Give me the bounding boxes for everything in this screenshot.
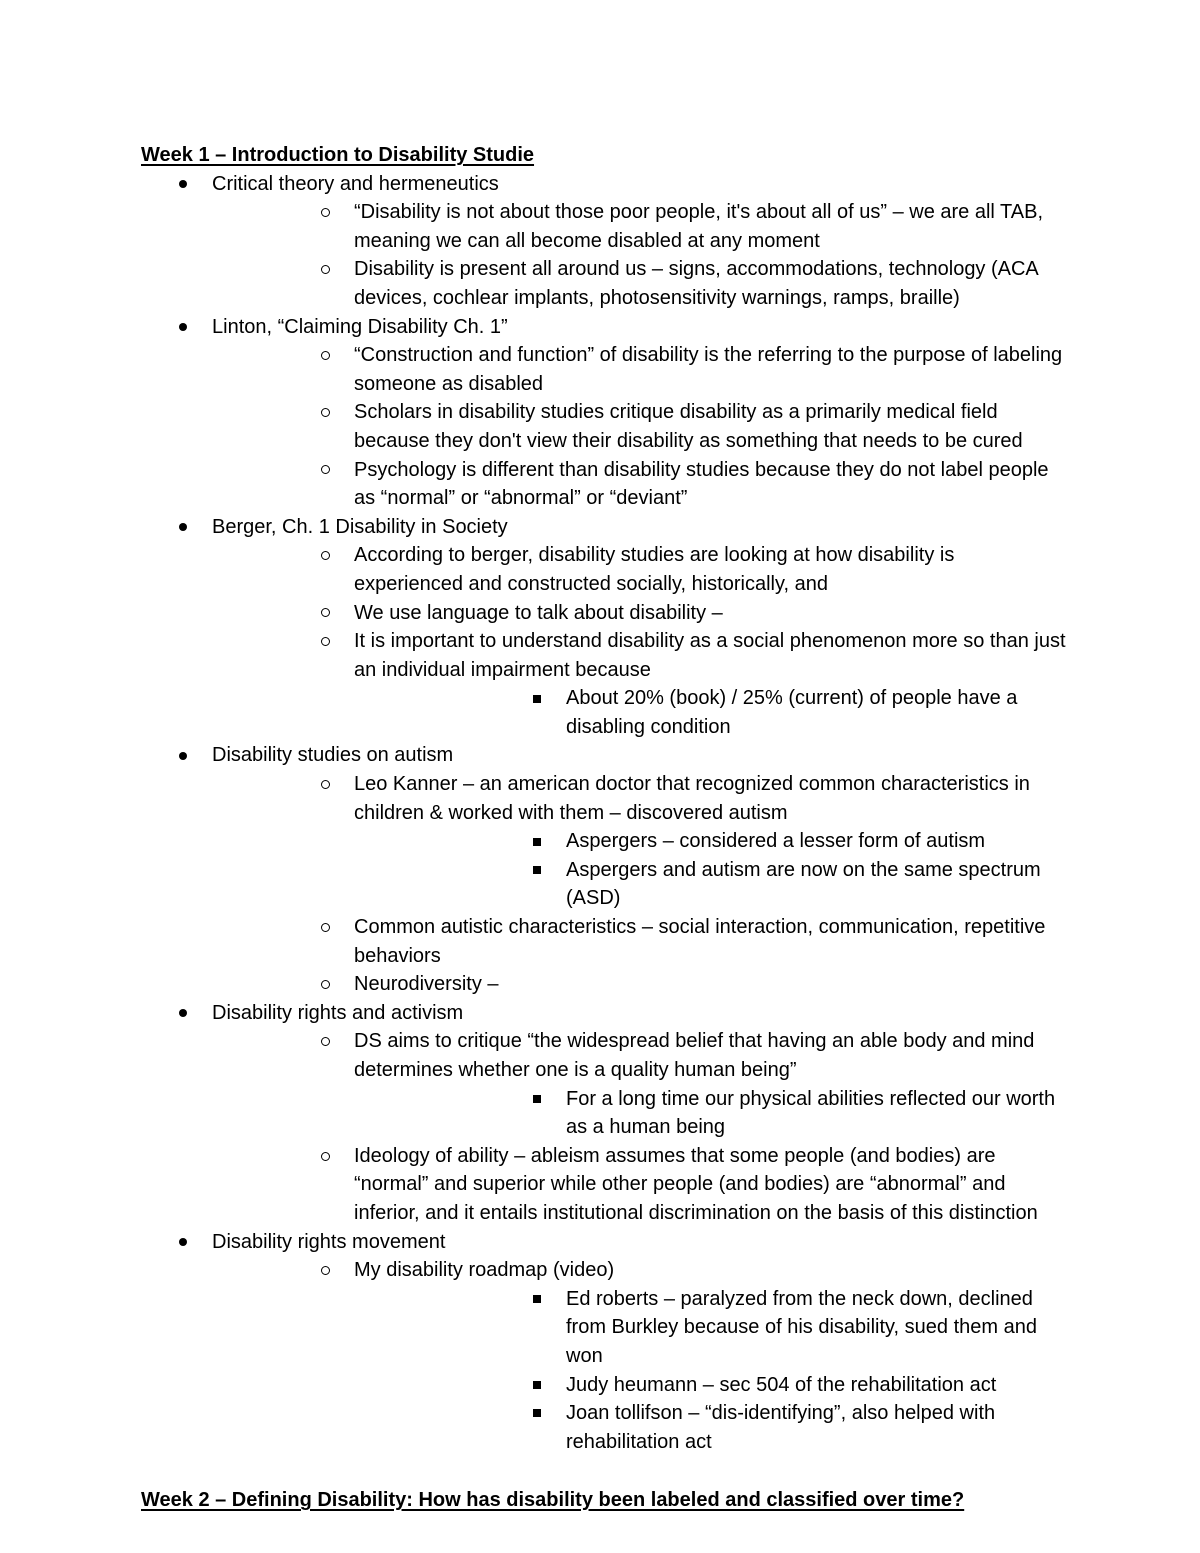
bullet-icon	[179, 1238, 187, 1246]
week-1-heading: Week 1 – Introduction to Disability Studie	[141, 144, 535, 166]
circle-bullet-icon	[321, 980, 330, 989]
point-text: It is important to understand disability as a social phenomenon more so than just an individual impairment because	[354, 630, 1066, 681]
circle-bullet-icon	[321, 608, 330, 617]
point-text: Common autistic characteristics – social interaction, communication, repetitive behaviors	[354, 916, 1046, 967]
bullet-icon	[179, 1009, 187, 1017]
bullet-icon	[179, 180, 187, 188]
point-text: Disability is present all around us – signs, accommodations, technology (ACA devices, cochlear implants, photosensitivity warnings, ramps, braille)	[354, 258, 1038, 309]
section-points	[212, 541, 1066, 741]
point-text: DS aims to critique “the widespread belief that having an able body and mind determines whether one is a quality human being”	[354, 1030, 1035, 1081]
point-text: Neurodiversity –	[354, 973, 499, 996]
section-label: Critical theory and hermeneutics	[212, 172, 499, 195]
circle-bullet-icon	[321, 408, 330, 417]
point-item	[212, 970, 1066, 999]
section-label: Disability rights and activism	[212, 1001, 464, 1024]
point-text: “Disability is not about those poor people, it's about all of us” – we are all TAB, meaning we can all become disabled at any moment	[354, 201, 1044, 252]
circle-bullet-icon	[321, 351, 330, 360]
bullet-icon	[179, 523, 187, 531]
detail-item	[354, 856, 1066, 913]
square-bullet-icon	[533, 838, 541, 846]
point-item	[212, 1256, 1066, 1456]
week-1-outline	[141, 170, 1066, 1457]
section-label: Linton, “Claiming Disability Ch. 1”	[212, 315, 508, 338]
point-text: We use language to talk about disability –	[354, 601, 723, 624]
circle-bullet-icon	[321, 780, 330, 789]
circle-bullet-icon	[321, 923, 330, 932]
section-points	[212, 1027, 1066, 1227]
bullet-icon	[179, 323, 187, 331]
point-text: “Construction and function” of disability is the referring to the purpose of labeling someone as disabled	[354, 344, 1063, 395]
detail-item	[354, 684, 1066, 741]
section-item	[141, 999, 1066, 1228]
point-details	[354, 1285, 1066, 1457]
detail-text: For a long time our physical abilities reflected our worth as a human being	[566, 1087, 1056, 1139]
point-item	[212, 1027, 1066, 1141]
square-bullet-icon	[533, 1381, 541, 1389]
point-text: My disability roadmap (video)	[354, 1259, 615, 1282]
point-item	[212, 770, 1066, 913]
point-item	[212, 198, 1066, 255]
point-item	[212, 599, 1066, 628]
circle-bullet-icon	[321, 265, 330, 274]
point-details	[354, 684, 1066, 741]
section-label: Disability rights movement	[212, 1230, 446, 1253]
circle-bullet-icon	[321, 551, 330, 560]
circle-bullet-icon	[321, 465, 330, 474]
square-bullet-icon	[533, 1295, 541, 1303]
detail-item	[354, 1399, 1066, 1456]
point-item	[212, 398, 1066, 455]
section-item	[141, 1228, 1066, 1457]
point-item	[212, 541, 1066, 598]
point-details	[354, 1085, 1066, 1142]
detail-text: About 20% (book) / 25% (current) of people have a disabling condition	[566, 687, 1018, 738]
section-item	[141, 741, 1066, 998]
section-item	[141, 313, 1066, 513]
circle-bullet-icon	[321, 637, 330, 646]
detail-item	[354, 827, 1066, 856]
week-2-heading: Week 2 – Defining Disability: How has disability been labeled and classified over time?	[141, 1489, 965, 1512]
document-body	[141, 141, 1066, 1515]
detail-item	[354, 1285, 1066, 1371]
section-label: Berger, Ch. 1 Disability in Society	[212, 515, 508, 538]
section-label: Disability studies on autism	[212, 744, 454, 767]
section-points	[212, 770, 1066, 999]
point-item	[212, 627, 1066, 741]
detail-item	[354, 1085, 1066, 1142]
point-item	[212, 341, 1066, 398]
detail-text: Ed roberts – paralyzed from the neck down, declined from Burkley because of his disability, sued them and won	[566, 1287, 1037, 1367]
circle-bullet-icon	[321, 1037, 330, 1046]
detail-text: Judy heumann – sec 504 of the rehabilitation act	[566, 1373, 997, 1396]
point-text: Leo Kanner – an american doctor that recognized common characteristics in children & worked with them – discovered autism	[354, 773, 1030, 824]
point-item	[212, 456, 1066, 513]
circle-bullet-icon	[321, 1266, 330, 1275]
square-bullet-icon	[533, 1095, 541, 1103]
detail-text: Aspergers and autism are now on the same spectrum (ASD)	[566, 858, 1041, 910]
section-item	[141, 170, 1066, 313]
square-bullet-icon	[533, 695, 541, 703]
point-item	[212, 255, 1066, 312]
section-points	[212, 198, 1066, 312]
point-text: Scholars in disability studies critique disability as a primarily medical field because they don't view their disability as something that needs to be cured	[354, 401, 1023, 452]
point-text: Psychology is different than disability studies because they do not label people as “normal” or “abnormal” or “deviant”	[354, 458, 1049, 510]
section-item	[141, 513, 1066, 742]
circle-bullet-icon	[321, 1152, 330, 1161]
square-bullet-icon	[533, 866, 541, 874]
detail-text: Joan tollifson – “dis-identifying”, also helped with rehabilitation act	[566, 1402, 996, 1453]
bullet-icon	[179, 752, 187, 760]
point-item	[212, 913, 1066, 970]
section-points	[212, 341, 1066, 513]
point-item	[212, 1142, 1066, 1228]
circle-bullet-icon	[321, 208, 330, 217]
detail-text: Aspergers – considered a lesser form of autism	[566, 830, 986, 853]
point-text: Ideology of ability – ableism assumes that some people (and bodies) are “normal” and superior while other people (and bodies) are “abnormal” and inferior, and it entails institutional discrimination on the basis of this distinction	[354, 1144, 1038, 1224]
section-points	[212, 1256, 1066, 1456]
point-details	[354, 827, 1066, 913]
detail-item	[354, 1371, 1066, 1400]
square-bullet-icon	[533, 1409, 541, 1417]
point-text: According to berger, disability studies are looking at how disability is experienced and constructed socially, historically, and	[354, 544, 955, 595]
